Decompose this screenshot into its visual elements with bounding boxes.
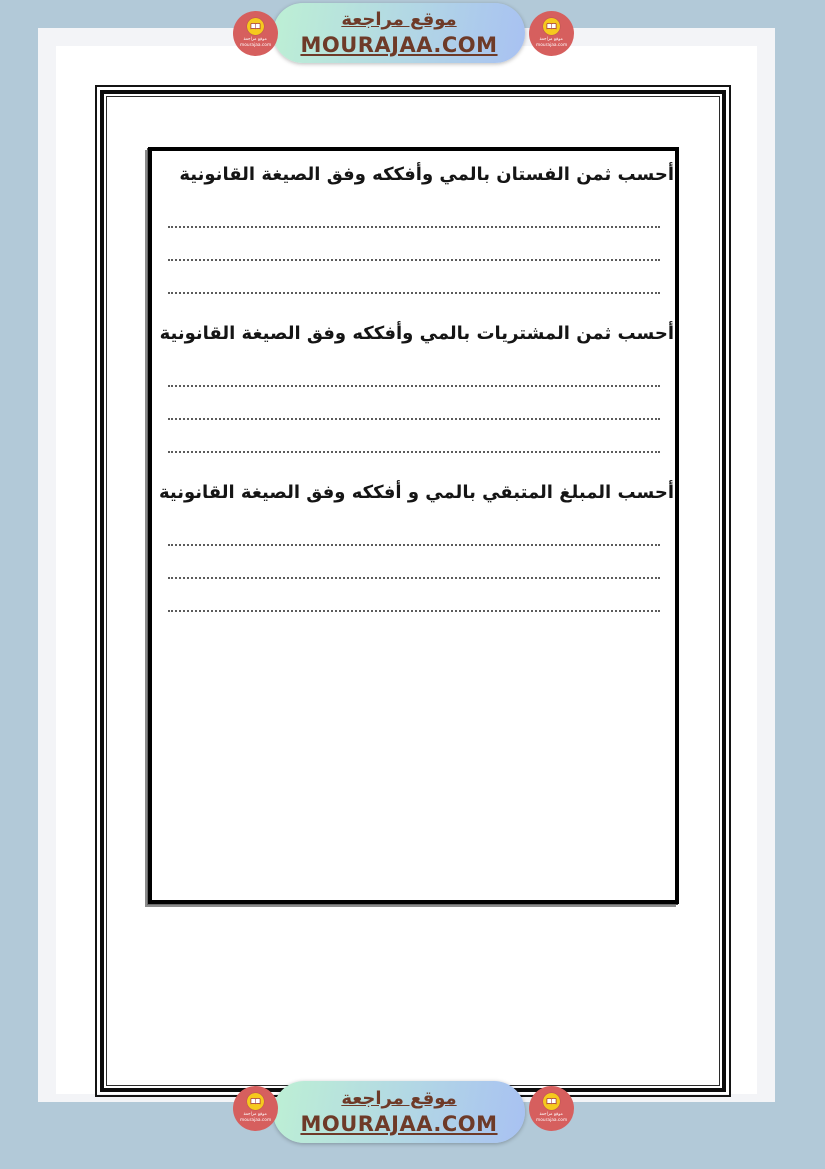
open-book-icon [543,1093,560,1110]
answer-line [168,354,660,387]
answer-line [168,546,660,579]
site-domain-link[interactable]: MOURAJAA.COM [300,1112,498,1136]
answer-lines-group-2 [158,354,674,453]
question-3: أحسب المبلغ المتبقي بالمي و أفككه وفق الصيغة القانونية [158,482,674,503]
logo-text-domain: mourajaa.com [535,42,568,48]
site-domain-link[interactable]: MOURAJAA.COM [300,33,498,57]
logo-text-arabic: موقع مراجعة [539,36,564,42]
answer-line [168,261,660,294]
site-banner-header[interactable] [273,3,525,63]
exercise-box [148,147,679,904]
answer-line [168,513,660,546]
mourajaa-logo [233,11,278,56]
site-name-arabic[interactable]: موقع مراجعة [341,9,457,30]
logo-text-arabic: موقع مراجعة [243,36,268,42]
answer-line [168,228,660,261]
answer-line [168,420,660,453]
mourajaa-logo [233,1086,278,1131]
answer-line [168,195,660,228]
logo-text-domain: mourajaa.com [239,42,272,48]
logo-text-domain: mourajaa.com [239,1117,272,1123]
answer-lines-group-1 [158,195,674,294]
mourajaa-logo [529,11,574,56]
open-book-icon [247,18,264,35]
question-2: أحسب ثمن المشتريات بالمي وأفككه وفق الصيغة القانونية [159,323,674,344]
logo-text-domain: mourajaa.com [535,1117,568,1123]
question-1: أحسب ثمن الفستان بالمي وأفككه وفق الصيغة القانونية [179,164,674,185]
answer-lines-group-3 [158,513,674,612]
mourajaa-logo [529,1086,574,1131]
logo-text-arabic: موقع مراجعة [243,1111,268,1117]
site-banner-footer[interactable] [273,1081,525,1143]
open-book-icon [543,18,560,35]
open-book-icon [247,1093,264,1110]
site-name-arabic[interactable]: موقع مراجعة [341,1088,457,1109]
answer-line [168,387,660,420]
answer-line [168,579,660,612]
logo-text-arabic: موقع مراجعة [539,1111,564,1117]
